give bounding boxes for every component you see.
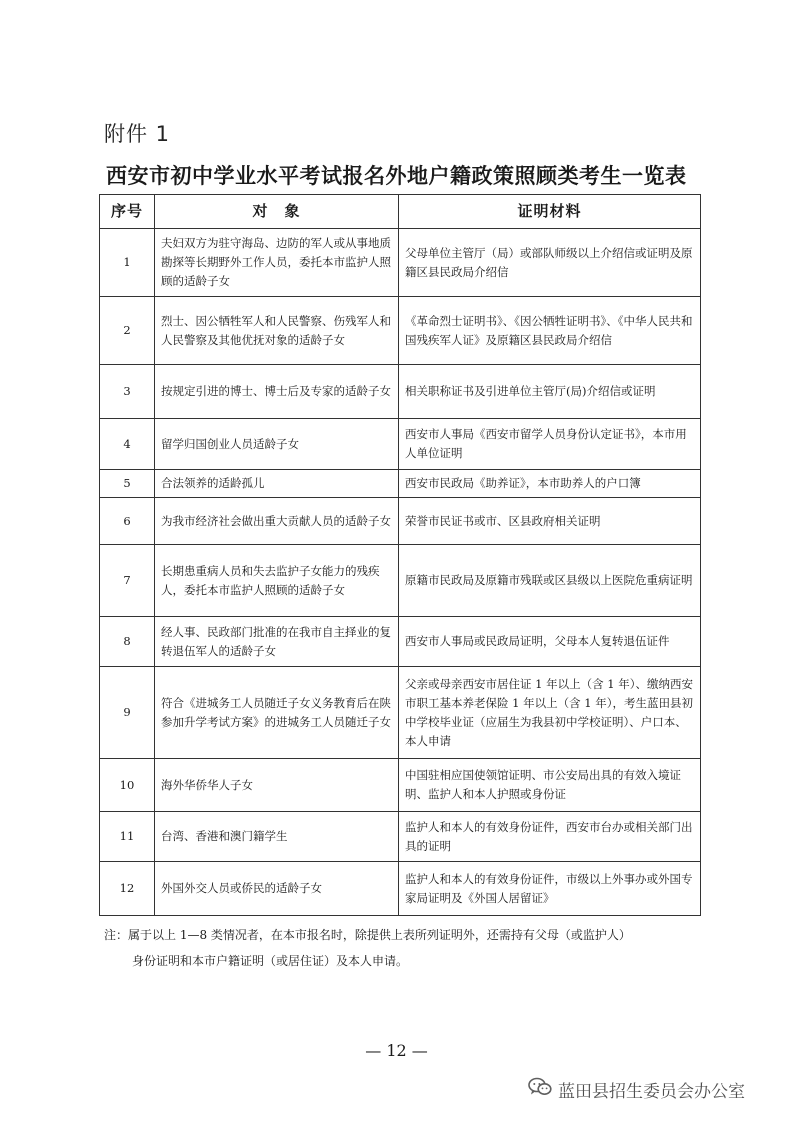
attachment-label: 附件 1 bbox=[104, 122, 171, 146]
row-no: 11 bbox=[100, 812, 155, 862]
row-materials: 西安市人事局《西安市留学人员身份认定证书》，本市用人单位证明 bbox=[399, 419, 701, 470]
row-no: 8 bbox=[100, 617, 155, 667]
policy-table bbox=[99, 194, 701, 916]
row-materials: 中国驻相应国使领馆证明、市公安局出具的有效入境证明、监护人和本人护照或身份证 bbox=[399, 759, 701, 812]
row-target: 台湾、香港和澳门籍学生 bbox=[155, 812, 399, 862]
row-no: 10 bbox=[100, 759, 155, 812]
table-row bbox=[100, 667, 701, 759]
row-target: 烈士、因公牺牲军人和人民警察、伤残军人和人民警察及其他优抚对象的适龄子女 bbox=[155, 297, 399, 365]
wechat-icon bbox=[528, 1077, 552, 1102]
row-no: 12 bbox=[100, 862, 155, 916]
row-materials: 荣誉市民证书或市、区县政府相关证明 bbox=[399, 498, 701, 545]
table-row bbox=[100, 365, 701, 419]
watermark-text: 蓝田县招生委员会办公室 bbox=[558, 1081, 745, 1102]
row-materials: 父亲或母亲西安市居住证 1 年以上（含 1 年）、缴纳西安市职工基本养老保险 1 年以上（含 1 年），考生蓝田县初中学校毕业证（应届生为我县初中学校证明）、户口本、本人申请 bbox=[399, 667, 701, 759]
row-materials: 父母单位主管厅（局）或部队师级以上介绍信或证明及原籍区县民政局介绍信 bbox=[399, 229, 701, 297]
row-materials: 相关职称证书及引进单位主管厅(局)介绍信或证明 bbox=[399, 365, 701, 419]
table-row bbox=[100, 812, 701, 862]
table-row bbox=[100, 498, 701, 545]
table-row bbox=[100, 229, 701, 297]
row-no: 9 bbox=[100, 667, 155, 759]
table-row bbox=[100, 759, 701, 812]
row-no: 4 bbox=[100, 419, 155, 470]
row-target: 海外华侨华人子女 bbox=[155, 759, 399, 812]
row-materials: 西安市民政局《助养证》，本市助养人的户口簿 bbox=[399, 470, 701, 498]
row-no: 3 bbox=[100, 365, 155, 419]
header-materials: 证明材料 bbox=[399, 195, 701, 229]
table-row bbox=[100, 297, 701, 365]
row-target: 经人事、民政部门批准的在我市自主择业的复转退伍军人的适龄子女 bbox=[155, 617, 399, 667]
footnote-line1: 注：属于以上 1—8 类情况者，在本市报名时，除提供上表所列证明外，还需持有父母（或监护人） bbox=[104, 928, 631, 942]
row-materials: 《革命烈士证明书》、《因公牺牲证明书》、《中华人民共和国残疾军人证》及原籍区县民政局介绍信 bbox=[399, 297, 701, 365]
row-target: 外国外交人员或侨民的适龄子女 bbox=[155, 862, 399, 916]
row-materials: 原籍市民政局及原籍市残联或区县级以上医院危重病证明 bbox=[399, 545, 701, 617]
footnote-line2: 身份证明和本市户籍证明（或居住证）及本人申请。 bbox=[132, 954, 409, 968]
table-row bbox=[100, 545, 701, 617]
row-no: 5 bbox=[100, 470, 155, 498]
page-number: — 12 — bbox=[365, 1041, 428, 1060]
row-target: 长期患重病人员和失去监护子女能力的残疾人，委托本市监护人照顾的适龄子女 bbox=[155, 545, 399, 617]
row-target: 符合《进城务工人员随迁子女义务教育后在陕参加升学考试方案》的进城务工人员随迁子女 bbox=[155, 667, 399, 759]
row-no: 6 bbox=[100, 498, 155, 545]
row-target: 为我市经济社会做出重大贡献人员的适龄子女 bbox=[155, 498, 399, 545]
row-materials: 监护人和本人的有效身份证件，市级以上外事办或外国专家局证明及《外国人居留证》 bbox=[399, 862, 701, 916]
row-materials: 监护人和本人的有效身份证件，西安市台办或相关部门出具的证明 bbox=[399, 812, 701, 862]
table-row bbox=[100, 419, 701, 470]
header-target: 对 象 bbox=[155, 195, 399, 229]
row-target: 夫妇双方为驻守海岛、边防的军人或从事地质勘探等长期野外工作人员，委托本市监护人照顾的适龄子女 bbox=[155, 229, 399, 297]
table-row bbox=[100, 470, 701, 498]
document-title: 西安市初中学业水平考试报名外地户籍政策照顾类考生一览表 bbox=[106, 164, 687, 188]
table-row bbox=[100, 862, 701, 916]
header-no: 序号 bbox=[100, 195, 155, 229]
row-no: 1 bbox=[100, 229, 155, 297]
row-target: 按规定引进的博士、博士后及专家的适龄子女 bbox=[155, 365, 399, 419]
row-materials: 西安市人事局或民政局证明，父母本人复转退伍证件 bbox=[399, 617, 701, 667]
row-no: 2 bbox=[100, 297, 155, 365]
footnote bbox=[104, 922, 704, 974]
row-target: 合法领养的适龄孤儿 bbox=[155, 470, 399, 498]
row-target: 留学归国创业人员适龄子女 bbox=[155, 419, 399, 470]
watermark bbox=[528, 1074, 745, 1104]
table-header-row bbox=[100, 195, 701, 229]
table-row bbox=[100, 617, 701, 667]
row-no: 7 bbox=[100, 545, 155, 617]
